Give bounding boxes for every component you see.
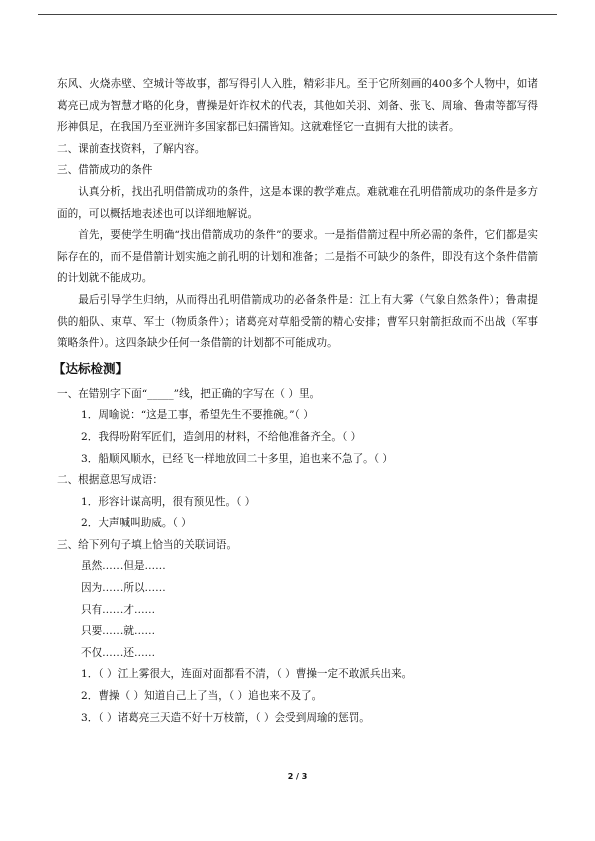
page-number: 2 / 3 bbox=[287, 772, 308, 781]
question-three-item-1: 1．（ ）江上雾很大，连面对面都看不清，（ ）曹操一定不敢派兵出来。 bbox=[81, 668, 413, 681]
question-one-item-3: 3．船顺风顺水，已经飞一样地放回二十多里，追也来不急了。（ ） bbox=[81, 452, 394, 465]
conjunction-pair-1: 虽然……但是…… bbox=[81, 560, 166, 573]
conjunction-pair-4: 只要……就…… bbox=[81, 625, 156, 638]
header-rule bbox=[38, 14, 557, 15]
paragraph-conclusion: 最后引导学生归纳，从而得出孔明借箭成功的必备条件是：江上有大雾（气象自然条件）；鲁肃提供的船队、束草、军士（物质条件）；诸葛亮对草船受箭的精心安排；曹军只射箭拒敌而不出战（军事策略条件）。这四条缺少任何一条借箭的计划都不可能成功。 bbox=[57, 293, 538, 350]
question-one-title: 一、在错别字下面“_____”线，把正确的字写在（ ）里。 bbox=[57, 387, 321, 400]
question-one-item-2: 2．我得吩附军匠们，造剑用的材料，不给他准备齐全。（ ） bbox=[81, 430, 362, 443]
question-three-item-3: 3．（ ）诸葛亮三天造不好十万枝箭，（ ）会受到周瑜的惩罚。 bbox=[81, 711, 370, 724]
assessment-heading: 【达标检测】 bbox=[53, 360, 129, 376]
question-two-item-2: 2．大声喊叫助威。（ ） bbox=[81, 517, 192, 530]
section-three-title: 三、借箭成功的条件 bbox=[57, 164, 153, 177]
conjunction-pair-3: 只有……才…… bbox=[81, 603, 156, 616]
intro-paragraph: 东风、火烧赤壁、空城计等故事，都写得引人入胜，精彩非凡。至于它所刻画的400多个人物中，如诸葛亮已成为智慧才略的化身，曹操是奸诈权术的代表，其他如关羽、刘备、张飞、周瑜、鲁肃等都写得形神俱足，在我国乃至亚洲许多国家都已妇孺皆知。这就难怪它一直拥有大批的读者。 bbox=[57, 78, 538, 134]
section-two-title: 二、课前查找资料，了解内容。 bbox=[57, 142, 206, 155]
conjunction-pair-5: 不仅……还…… bbox=[81, 646, 156, 659]
question-two-item-1: 1．形容计谋高明，很有预见性。（ ） bbox=[81, 495, 256, 508]
question-three-title: 三、给下列句子填上恰当的关联词语。 bbox=[57, 538, 238, 551]
paragraph-analysis: 认真分析，找出孔明借箭成功的条件，这是本课的教学难点。难就难在孔明借箭成功的条件是多方面的，可以概括地表述也可以详细地解说。 bbox=[57, 185, 538, 220]
question-one-item-1: 1．周喻说：“这是工事，希望先生不要推碗。”（ ） bbox=[81, 409, 314, 422]
conjunction-pair-2: 因为……所以…… bbox=[81, 582, 166, 595]
question-two-title: 二、根据意思写成语： bbox=[57, 474, 163, 487]
paragraph-requirements: 首先，要使学生明确“找出借箭成功的条件”的要求。一是指借箭过程中所必需的条件，它们都是实际存在的，而不是借箭计划实施之前孔明的计划和准备；二是指不可缺少的条件，即没有这个条件借箭的计划就不能成功。 bbox=[57, 229, 538, 285]
document-body bbox=[53, 74, 538, 729]
question-three-item-2: 2．曹操（ ）知道自己上了当，（ ）追也来不及了。 bbox=[81, 690, 323, 703]
